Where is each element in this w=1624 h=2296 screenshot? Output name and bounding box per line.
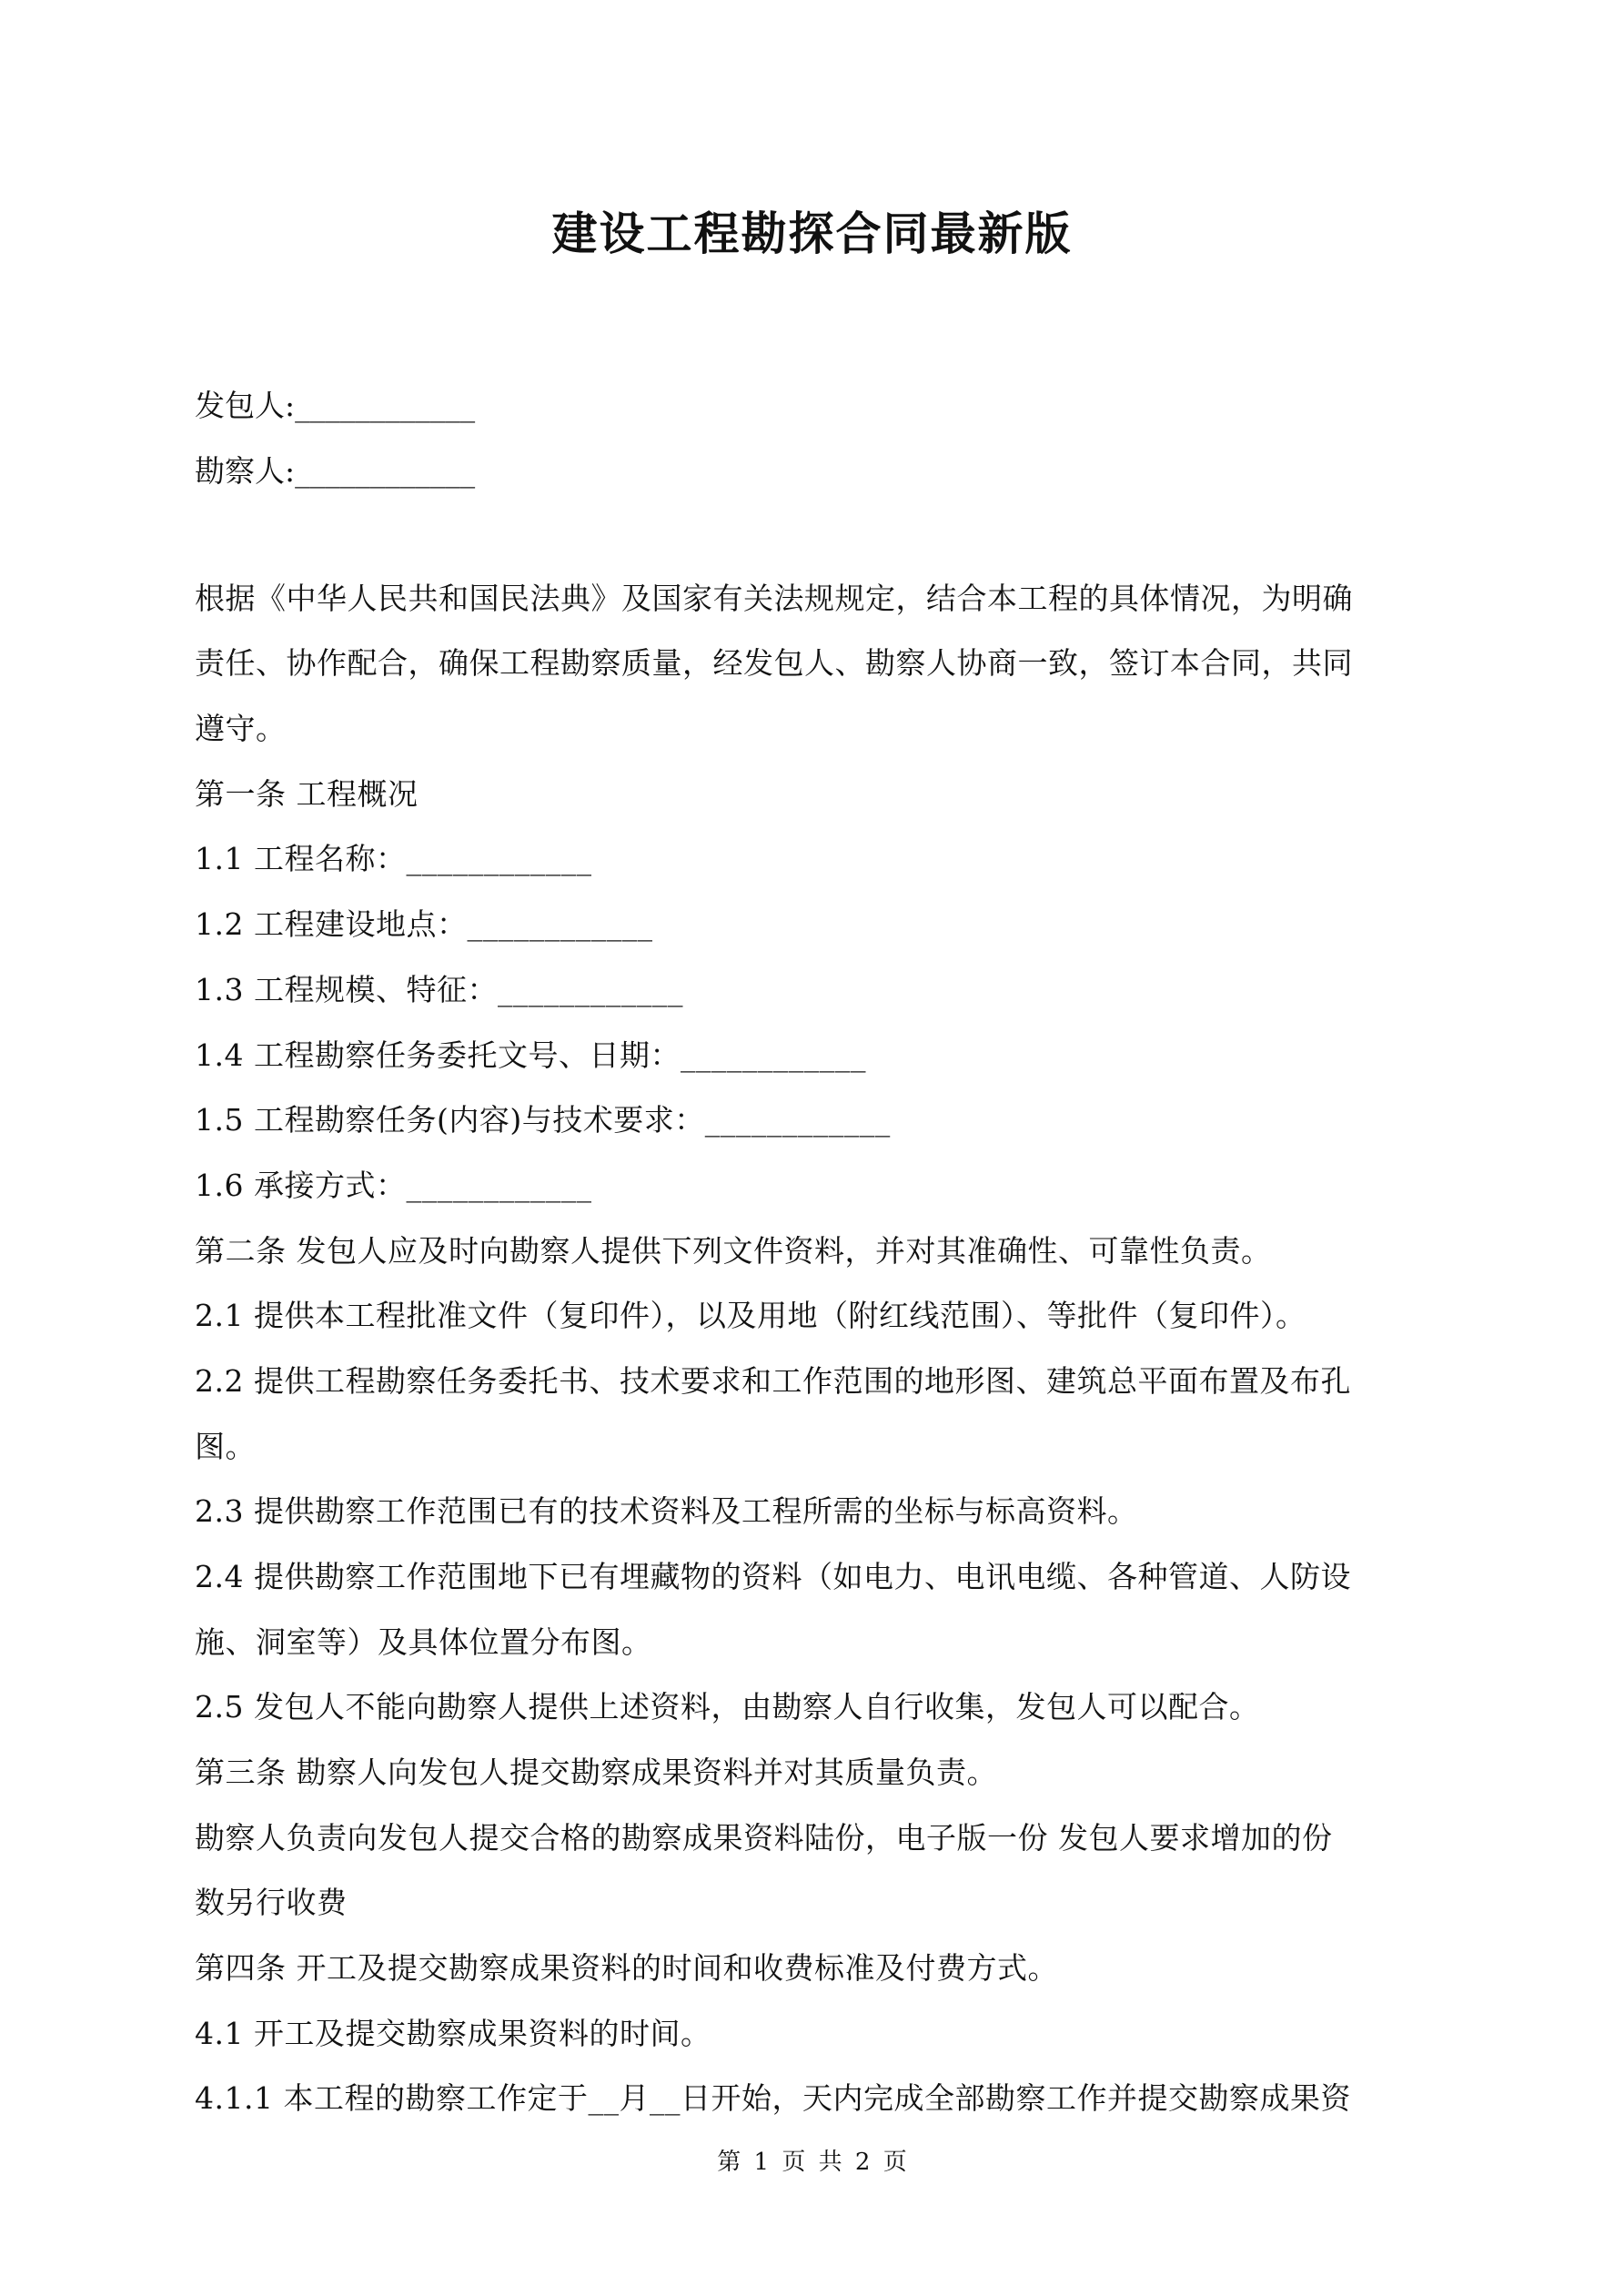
body-line: 1.3 工程规模、特征：____________: [195, 972, 683, 1007]
page-footer: 第 1 页 共 2 页: [717, 2149, 907, 2176]
body-line: 4.1 开工及提交勘察成果资料的时间。: [195, 2016, 711, 2051]
body-line: 2.1 提供本工程批准文件（复印件），以及用地（附红线范围）、等批件（复印件）。: [195, 1298, 1306, 1333]
body-line: 施、洞室等）及具体位置分布图。: [195, 1624, 652, 1660]
body-line: 1.4 工程勘察任务委托文号、日期：____________: [195, 1037, 866, 1073]
body-line: 4.1.1 本工程的勘察工作定于__月__日开始，天内完成全部勘察工作并提交勘察成果资: [195, 2080, 1351, 2116]
body-line: 1.1 工程名称：____________: [195, 841, 592, 876]
body-line: 责任、协作配合，确保工程勘察质量，经发包人、勘察人协商一致，签订本合同，共同: [195, 645, 1353, 681]
body-line: 2.2 提供工程勘察任务委托书、技术要求和工作范围的地形图、建筑总平面布置及布孔: [195, 1363, 1351, 1399]
body-line: 2.5 发包人不能向勘察人提供上述资料，由勘察人自行收集，发包人可以配合。: [195, 1689, 1260, 1725]
document-title: 建设工程勘探合同最新版: [551, 207, 1073, 260]
body-line: 2.4 提供勘察工作范围地下已有埋藏物的资料（如电力、电讯电缆、各种管道、人防设: [195, 1559, 1351, 1594]
body-line: 勘察人负责向发包人提交合格的勘察成果资料陆份，电子版一份 发包人要求增加的份: [195, 1820, 1333, 1856]
article-heading: 第三条 勘察人向发包人提交勘察成果资料并对其质量负责。: [195, 1755, 997, 1790]
article-heading: 第一条 工程概况: [195, 776, 419, 812]
body-line: 数另行收费: [195, 1885, 348, 1920]
body-line: 遵守。: [195, 711, 287, 746]
body-line: 2.3 提供勘察工作范围已有的技术资料及工程所需的坐标与标高资料。: [195, 1493, 1138, 1529]
surveyor-field: 勘察人:____________: [195, 453, 476, 489]
body-line: 1.6 承接方式：____________: [195, 1168, 592, 1203]
article-heading: 第二条 发包人应及时向勘察人提供下列文件资料，并对其准确性、可靠性负责。: [195, 1233, 1272, 1269]
employer-field: 发包人:____________: [195, 388, 476, 423]
body-line: 图。: [195, 1429, 256, 1464]
body-line: 根据《中华人民共和国民法典》及国家有关法规规定，结合本工程的具体情况，为明确: [195, 581, 1353, 616]
article-heading: 第四条 开工及提交勘察成果资料的时间和收费标准及付费方式。: [195, 1950, 1058, 1986]
body-line: 1.2 工程建设地点：____________: [195, 906, 653, 942]
body-line: 1.5 工程勘察任务(内容)与技术要求：____________: [195, 1102, 891, 1138]
